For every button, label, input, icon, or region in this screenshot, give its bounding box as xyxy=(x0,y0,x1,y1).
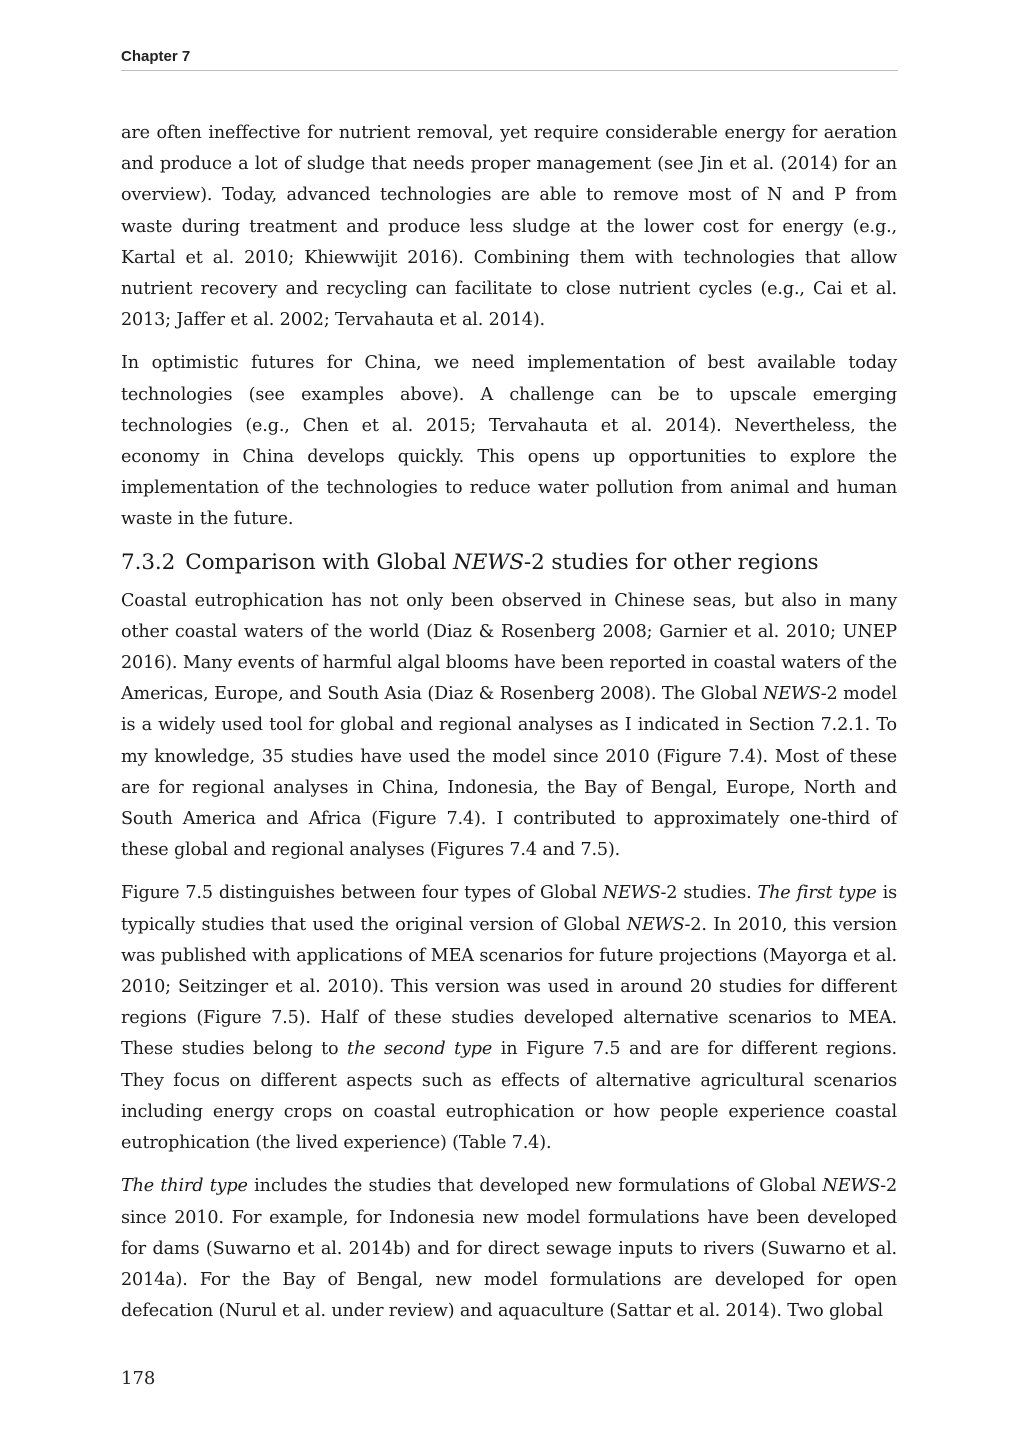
page-number: 178 xyxy=(121,1368,156,1389)
text-run: -2 studies. xyxy=(660,883,758,904)
emphasis: The third type xyxy=(121,1176,248,1197)
text-run: Coastal eutrophication has not only been observed in Chinese seas, but also in many other coastal waters of the world (Diaz & Rosenberg 2008; Garnier et al. 2010; UNEP 2016). Many events of harmful algal blooms have been reported in coastal waters of the Americas, Europe, and South Asia (Diaz & Rosenberg 2008). The Global xyxy=(121,590,897,705)
section-number: 7.3.2 xyxy=(121,549,176,575)
model-name: NEWS xyxy=(822,1176,881,1197)
text-run: -2 model is a widely used tool for global and regional analyses as I indicated in Section 7.2.1. To my knowledge, 35 studies have used the model since 2010 (Figure 7.4). Most of these are for regional analyses in China, Indonesia, the Bay of Bengal, Europe, North and South America and Africa (Figure 7.4). I contributed to approximately one-third of these global and regional analyses (Figures 7.4 and 7.5). xyxy=(121,684,897,861)
model-name: NEWS xyxy=(626,914,685,935)
section-title-part: Comparison with Global xyxy=(185,549,453,575)
model-name: NEWS xyxy=(602,883,661,904)
text-run: -2. In 2010, this version was published with applications of MEA scenarios for future projections (Mayorga et al. 2010; Seitzinger et al. 2010). This version was used in around 20 studies for different regions (Figure 7.5). Half of these studies developed alternative scenarios to MEA. These studies belong to xyxy=(121,914,897,1060)
running-head: Chapter 7 xyxy=(121,48,898,71)
text-run: -2 since 2010. For example, for Indonesia new model formulations have been developed for dams (Suwarno et al. 2014b) and for direct sewage inputs to rivers (Suwarno et al. 2014a). For the Bay of Bengal, new model formulations are developed for open defecation (Nurul et al. under review) and aquaculture (Sattar et al. 2014). Two global xyxy=(121,1176,897,1322)
section-title-italic: NEWS xyxy=(452,549,524,575)
paragraph-2: In optimistic futures for China, we need implementation of best available today technologies (see examples above). A challenge can be to upscale emerging technologies (e.g., Chen et al. 2015; Tervahauta et al. 2014). Nevertheless, the economy in China develops quickly. This opens up opportunities to explore the implementation of the technologies to reduce water pollution from animal and human waste in the future. xyxy=(121,353,897,530)
section-title-part: -2 studies for other regions xyxy=(523,549,819,575)
paragraph-3 xyxy=(121,586,897,867)
paragraph-5 xyxy=(121,1171,897,1327)
emphasis: the second type xyxy=(347,1039,493,1060)
paragraph-1: are often ineffective for nutrient removal, yet require considerable energy for aeration and produce a lot of sludge that needs proper management (see Jin et al. (2014) for an overview). Today, advanced technologies are able to remove most of N and P from waste during treatment and produce less sludge at the lower cost for energy (e.g., Kartal et al. 2010; Khiewwijit 2016). Combining them with technologies that allow nutrient recovery and recycling can facilitate to close nutrient cycles (e.g., Cai et al. 2013; Jaffer et al. 2002; Tervahauta et al. 2014). xyxy=(121,123,897,331)
paragraph-4 xyxy=(121,878,897,1159)
section-heading xyxy=(121,548,897,578)
text-run: includes the studies that developed new formulations of Global xyxy=(247,1176,823,1197)
model-name: NEWS xyxy=(762,684,821,705)
body-text xyxy=(121,118,897,1339)
text-run: is typically studies that used the original version of Global xyxy=(121,883,897,935)
emphasis: The first type xyxy=(757,883,877,904)
text-run: Figure 7.5 distinguishes between four types of Global xyxy=(121,883,603,904)
text-run: in Figure 7.5 and are for different regions. They focus on different aspects such as effects of alternative agricultural scenarios including energy crops on coastal eutrophication or how people experience coastal eutrophication (the lived experience) (Table 7.4). xyxy=(121,1039,897,1154)
